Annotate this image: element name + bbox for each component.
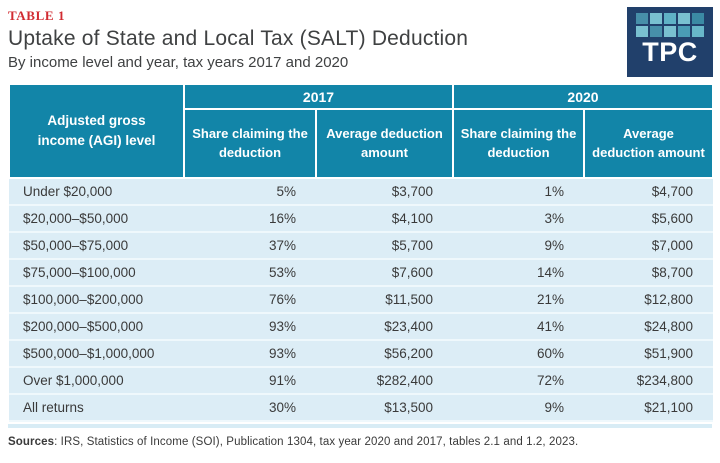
logo-text: TPC [642,37,698,67]
agi-level-cell: $500,000–$1,000,000 [9,340,184,367]
table-row [9,232,713,259]
value-cell: 60% [453,340,584,367]
logo-square [636,13,648,24]
logo-square [636,26,648,37]
logo-squares-grid [636,13,704,37]
agi-level-cell: Under $20,000 [9,178,184,205]
value-cell: $56,200 [316,340,453,367]
page-title: Uptake of State and Local Tax (SALT) Deduction [8,27,469,50]
tpc-logo [627,7,713,77]
value-cell: $4,700 [584,178,713,205]
year-2017-header: 2017 [184,84,453,109]
agi-level-cell: All returns [9,394,184,421]
value-cell: $12,800 [584,286,713,313]
value-cell: 9% [453,394,584,421]
agi-level-cell: $75,000–$100,000 [9,259,184,286]
value-cell: 93% [184,313,316,340]
value-cell: $4,100 [316,205,453,232]
value-cell: $7,600 [316,259,453,286]
logo-square [650,26,662,37]
value-cell: 93% [184,340,316,367]
logo-square [664,26,676,37]
value-cell: $21,100 [584,394,713,421]
value-cell: 76% [184,286,316,313]
logo-square [692,26,704,37]
table-row [9,286,713,313]
value-cell: $51,900 [584,340,713,367]
agi-level-cell: $50,000–$75,000 [9,232,184,259]
value-cell: $11,500 [316,286,453,313]
agi-column-header: Adjusted gross income (AGI) level [9,84,184,178]
value-cell: $5,700 [316,232,453,259]
value-cell: 72% [453,367,584,394]
table-row [9,367,713,394]
sources-text: : IRS, Statistics of Income (SOI), Publication 1304, tax year 2020 and 2017, tables 2.1 and 1.2, 2023. [54,436,579,448]
year-2020-header: 2020 [453,84,713,109]
page-subtitle: By income level and year, tax years 2017 and 2020 [8,54,349,71]
avg-2020-header: Average deduction amount [584,109,713,178]
header [0,0,720,71]
agi-level-cell: $200,000–$500,000 [9,313,184,340]
logo-square [650,13,662,24]
value-cell: 30% [184,394,316,421]
value-cell: $8,700 [584,259,713,286]
value-cell: $23,400 [316,313,453,340]
value-cell: $24,800 [584,313,713,340]
table-row [9,205,713,232]
sources-note [8,436,712,448]
table-row [9,313,713,340]
value-cell: 1% [453,178,584,205]
value-cell: $5,600 [584,205,713,232]
table-row [9,394,713,421]
table-bottom-edge [8,424,712,428]
sources-label: Sources [8,436,55,448]
value-cell: $13,500 [316,394,453,421]
avg-2017-header: Average deduction amount [316,109,453,178]
value-cell: 91% [184,367,316,394]
share-2020-header: Share claiming the deduction [453,109,584,178]
value-cell: $282,400 [316,367,453,394]
value-cell: 37% [184,232,316,259]
value-cell: 41% [453,313,584,340]
value-cell: 5% [184,178,316,205]
value-cell: $234,800 [584,367,713,394]
value-cell: $3,700 [316,178,453,205]
value-cell: 3% [453,205,584,232]
agi-level-cell: $100,000–$200,000 [9,286,184,313]
logo-square [692,13,704,24]
table-header [9,84,713,178]
value-cell: 16% [184,205,316,232]
share-2017-header: Share claiming the deduction [184,109,316,178]
value-cell: 53% [184,259,316,286]
table-body [9,178,713,421]
value-cell: 21% [453,286,584,313]
logo-square [678,26,690,37]
agi-level-cell: Over $1,000,000 [9,367,184,394]
value-cell: $7,000 [584,232,713,259]
value-cell: 14% [453,259,584,286]
table-row [9,340,713,367]
agi-level-cell: $20,000–$50,000 [9,205,184,232]
logo-square [664,13,676,24]
salt-deduction-table [8,83,714,422]
table-label: TABLE 1 [8,8,66,23]
table-row [9,259,713,286]
value-cell: 9% [453,232,584,259]
logo-square [678,13,690,24]
table-row [9,178,713,205]
year-group-row [9,84,713,109]
